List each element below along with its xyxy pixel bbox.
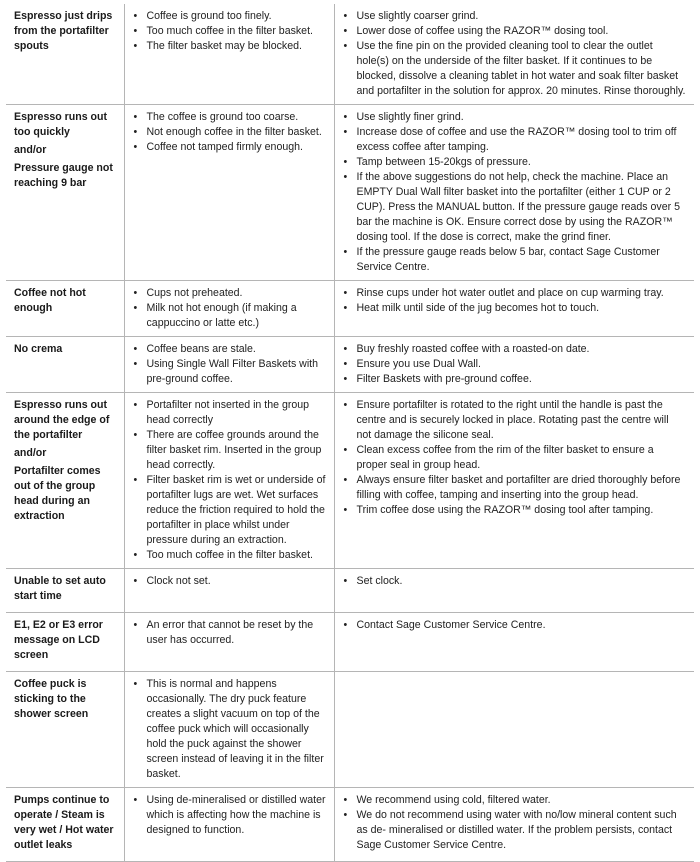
problem-cell (6, 672, 124, 788)
table-row (6, 393, 694, 569)
solution-item: • Always ensure filter basket and portafilter are dried thoroughly before filling with coffee, tamping and inserting into the group head. (343, 473, 687, 503)
solution-item: • Use slightly coarser grind. (343, 9, 687, 24)
cause-cell-list (133, 398, 326, 563)
solution-cell-list (343, 618, 687, 633)
solution-item: • Filter Baskets with pre-ground coffee. (343, 372, 687, 387)
cause-item: • The coffee is ground too coarse. (133, 110, 326, 125)
solution-item: • Ensure you use Dual Wall. (343, 357, 687, 372)
cause-cell-list (133, 9, 326, 54)
table-row (6, 4, 694, 105)
cause-cell (124, 672, 334, 788)
solution-item: • Rinse cups under hot water outlet and place on cup warming tray. (343, 286, 687, 301)
problem-text: and/or (14, 144, 47, 156)
table-row (6, 672, 694, 788)
solution-item: • Use the fine pin on the provided cleaning tool to clear the outlet hole(s) on the underside of the filter basket. If it continues to be blocked, dissolve a cleaning tablet in hot water and soak filter basket and portafilter in the solution for approx. 20 minutes. Rinse thoroughly. (343, 39, 687, 99)
cause-cell (124, 281, 334, 337)
problem-text: Pumps continue to operate / Steam is very wet / Hot water outlet leaks (14, 794, 114, 851)
cause-cell-list (133, 618, 326, 648)
solution-item: • Trim coffee dose using the RAZOR™ dosing tool after tamping. (343, 503, 687, 518)
cause-cell-list (133, 677, 326, 782)
cause-item: • Too much coffee in the filter basket. (133, 548, 326, 563)
solution-cell (334, 393, 694, 569)
solution-item: • Increase dose of coffee and use the RAZOR™ dosing tool to trim off excess coffee after tamping. (343, 125, 687, 155)
solution-item: • Set clock. (343, 574, 687, 589)
problem-text: and/or (14, 447, 47, 459)
cause-item: • Coffee beans are stale. (133, 342, 326, 357)
problem-cell (6, 105, 124, 281)
cause-item: • Coffee not tamped firmly enough. (133, 140, 326, 155)
cause-item: • This is normal and happens occasionally. The dry puck feature creates a slight vacuum on top of the coffee puck which will occasionally hold the puck against the shower screen instead of leaving it in the filter basket. (133, 677, 326, 782)
cause-cell-list (133, 286, 326, 331)
solution-item: • Use slightly finer grind. (343, 110, 687, 125)
solution-item: • If the above suggestions do not help, check the machine. Place an EMPTY Dual Wall filter basket into the portafilter (either 1 CUP or 2 CUP). Press the MANUAL button. If the pressure gauge reads over 5 bar the machine is OK. Ensure correct dose by using the RAZOR™ dosing tool. If the dose is correct, make the grind finer. (343, 170, 687, 245)
cause-item: • Coffee is ground too finely. (133, 9, 326, 24)
solution-cell-list (343, 110, 687, 275)
cause-item: • Filter basket rim is wet or underside of portafilter lugs are wet. Wet surfaces reduce the friction required to hold the portafilter in place whilst under pressure during an extraction. (133, 473, 326, 548)
solution-cell (334, 4, 694, 105)
cause-item: • There are coffee grounds around the filter basket rim. Inserted in the group head correctly. (133, 428, 326, 473)
cause-cell (124, 613, 334, 672)
solution-cell (334, 105, 694, 281)
problem-cell (6, 788, 124, 862)
solution-item: • Buy freshly roasted coffee with a roasted-on date. (343, 342, 687, 357)
cause-cell (124, 393, 334, 569)
troubleshooting-table (6, 4, 694, 862)
problem-cell (6, 569, 124, 613)
problem-cell (6, 281, 124, 337)
solution-cell-list (343, 9, 687, 99)
solution-cell (334, 672, 694, 788)
table-row (6, 613, 694, 672)
table-row (6, 788, 694, 862)
cause-cell (124, 788, 334, 862)
solution-item: • Lower dose of coffee using the RAZOR™ dosing tool. (343, 24, 687, 39)
solution-cell-list (343, 286, 687, 316)
problem-text: Pressure gauge not reaching 9 bar (14, 162, 113, 189)
problem-text: Espresso just drips from the portafilter spouts (14, 10, 113, 52)
cause-item: • Cups not preheated. (133, 286, 326, 301)
table-row (6, 337, 694, 393)
solution-item: • Heat milk until side of the jug becomes hot to touch. (343, 301, 687, 316)
table-row (6, 281, 694, 337)
solution-item: • Clean excess coffee from the rim of the filter basket to ensure a proper seal in group head. (343, 443, 687, 473)
solution-cell-list (343, 574, 687, 589)
cause-cell (124, 337, 334, 393)
solution-cell-list (343, 398, 687, 518)
solution-cell-list (343, 793, 687, 853)
problem-cell (6, 393, 124, 569)
cause-cell-list (133, 342, 326, 387)
cause-item: • Clock not set. (133, 574, 326, 589)
cause-item: • Too much coffee in the filter basket. (133, 24, 326, 39)
problem-cell (6, 613, 124, 672)
solution-item: • Contact Sage Customer Service Centre. (343, 618, 687, 633)
problem-cell (6, 337, 124, 393)
cause-item: • An error that cannot be reset by the user has occurred. (133, 618, 326, 648)
problem-text: Portafilter comes out of the group head during an extraction (14, 465, 101, 522)
table-row (6, 569, 694, 613)
solution-cell (334, 788, 694, 862)
cause-cell (124, 105, 334, 281)
solution-cell (334, 569, 694, 613)
cause-item: • Using de-mineralised or distilled water which is affecting how the machine is designed to function. (133, 793, 326, 838)
cause-item: • Portafilter not inserted in the group head correctly (133, 398, 326, 428)
cause-cell-list (133, 574, 326, 589)
problem-text: Coffee not hot enough (14, 287, 86, 314)
table-row (6, 105, 694, 281)
problem-text: No crema (14, 343, 63, 355)
solution-cell (334, 337, 694, 393)
problem-text: Unable to set auto start time (14, 575, 106, 602)
cause-cell (124, 569, 334, 613)
solution-item: • Ensure portafilter is rotated to the right until the handle is past the centre and is securely locked in place. Rotating past the centre will not damage the silicone seal. (343, 398, 687, 443)
cause-item: • Not enough coffee in the filter basket. (133, 125, 326, 140)
solution-item: • Tamp between 15-20kgs of pressure. (343, 155, 687, 170)
problem-text: Espresso runs out around the edge of the portafilter (14, 399, 110, 441)
cause-cell-list (133, 793, 326, 838)
cause-item: • Milk not hot enough (if making a cappuccino or latte etc.) (133, 301, 326, 331)
troubleshooting-table-body (6, 4, 694, 862)
problem-text: E1, E2 or E3 error message on LCD screen (14, 619, 103, 661)
solution-cell (334, 281, 694, 337)
solution-item: • We do not recommend using water with no/low mineral content such as de- mineralised or distilled water. If the problem persists, contact Sage Customer Service Centre. (343, 808, 687, 853)
cause-cell-list (133, 110, 326, 155)
solution-item: • We recommend using cold, filtered water. (343, 793, 687, 808)
problem-cell (6, 4, 124, 105)
solution-item: • If the pressure gauge reads below 5 bar, contact Sage Customer Service Centre. (343, 245, 687, 275)
problem-text: Espresso runs out too quickly (14, 111, 108, 138)
cause-item: • The filter basket may be blocked. (133, 39, 326, 54)
cause-item: • Using Single Wall Filter Baskets with pre-ground coffee. (133, 357, 326, 387)
problem-text: Coffee puck is sticking to the shower screen (14, 678, 89, 720)
solution-cell-list (343, 342, 687, 387)
solution-cell (334, 613, 694, 672)
cause-cell (124, 4, 334, 105)
